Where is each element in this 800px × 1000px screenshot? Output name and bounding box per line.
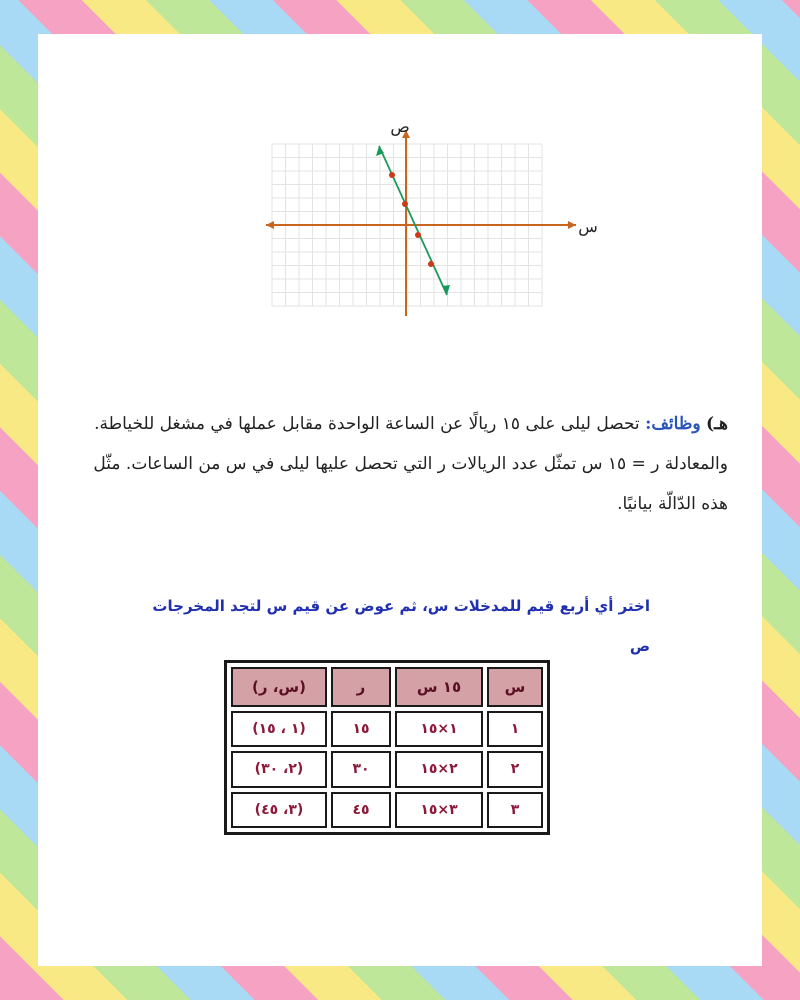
cell-pair: (١ ، ١٥) — [231, 711, 327, 747]
cell-pair: (٣، ٤٥) — [231, 792, 327, 828]
graph-point — [415, 232, 421, 238]
table-row — [231, 711, 543, 747]
cell-pair: (٢، ٣٠) — [231, 751, 327, 787]
problem-keyword: وظائف: — [645, 414, 701, 434]
header-15x: ١٥ س — [395, 667, 483, 707]
cell-x: ٢ — [487, 751, 543, 787]
instruction-line-1: اختر أي أربع قيم للمدخلات س، ثم عوض عن قيم س لتجد المخرجات — [152, 597, 650, 615]
x-axis-label: س — [578, 217, 598, 236]
problem-label: هـ) — [706, 414, 728, 434]
cell-r: ١٥ — [331, 711, 391, 747]
header-pair: (س، ر) — [231, 667, 327, 707]
cell-x: ٣ — [487, 792, 543, 828]
cell-15x: ٢×١٥ — [395, 751, 483, 787]
y-axis-label: ص — [390, 118, 410, 136]
table-header-row — [231, 667, 543, 707]
values-table — [224, 660, 550, 835]
cell-x: ١ — [487, 711, 543, 747]
graph-point — [389, 172, 395, 178]
problem-text: تحصل ليلى على ١٥ ريالًا عن الساعة الواحدة مقابل عملها في مشغل للخياطة. والمعادلة ر = ١٥ س تمثّل عدد الريالات ر التي تحصل عليها ليلى في س من الساعات. مثّل هذه الدّالّة بيانيًا. — [93, 414, 728, 514]
function-graph — [266, 118, 606, 318]
header-r: ر — [331, 667, 391, 707]
cell-15x: ١×١٥ — [395, 711, 483, 747]
function-line — [379, 146, 447, 295]
x-axis-arrow-right — [568, 221, 576, 229]
worksheet-page — [38, 34, 762, 966]
problem-statement — [78, 404, 728, 524]
instruction-line-2: ص — [629, 637, 650, 655]
graph-point — [402, 201, 408, 207]
header-x: س — [487, 667, 543, 707]
instruction-text — [98, 586, 650, 666]
x-axis-arrow-left — [266, 221, 274, 229]
cell-r: ٤٥ — [331, 792, 391, 828]
table-row — [231, 792, 543, 828]
cell-r: ٣٠ — [331, 751, 391, 787]
graph-point — [428, 261, 434, 267]
table-row — [231, 751, 543, 787]
cell-15x: ٣×١٥ — [395, 792, 483, 828]
